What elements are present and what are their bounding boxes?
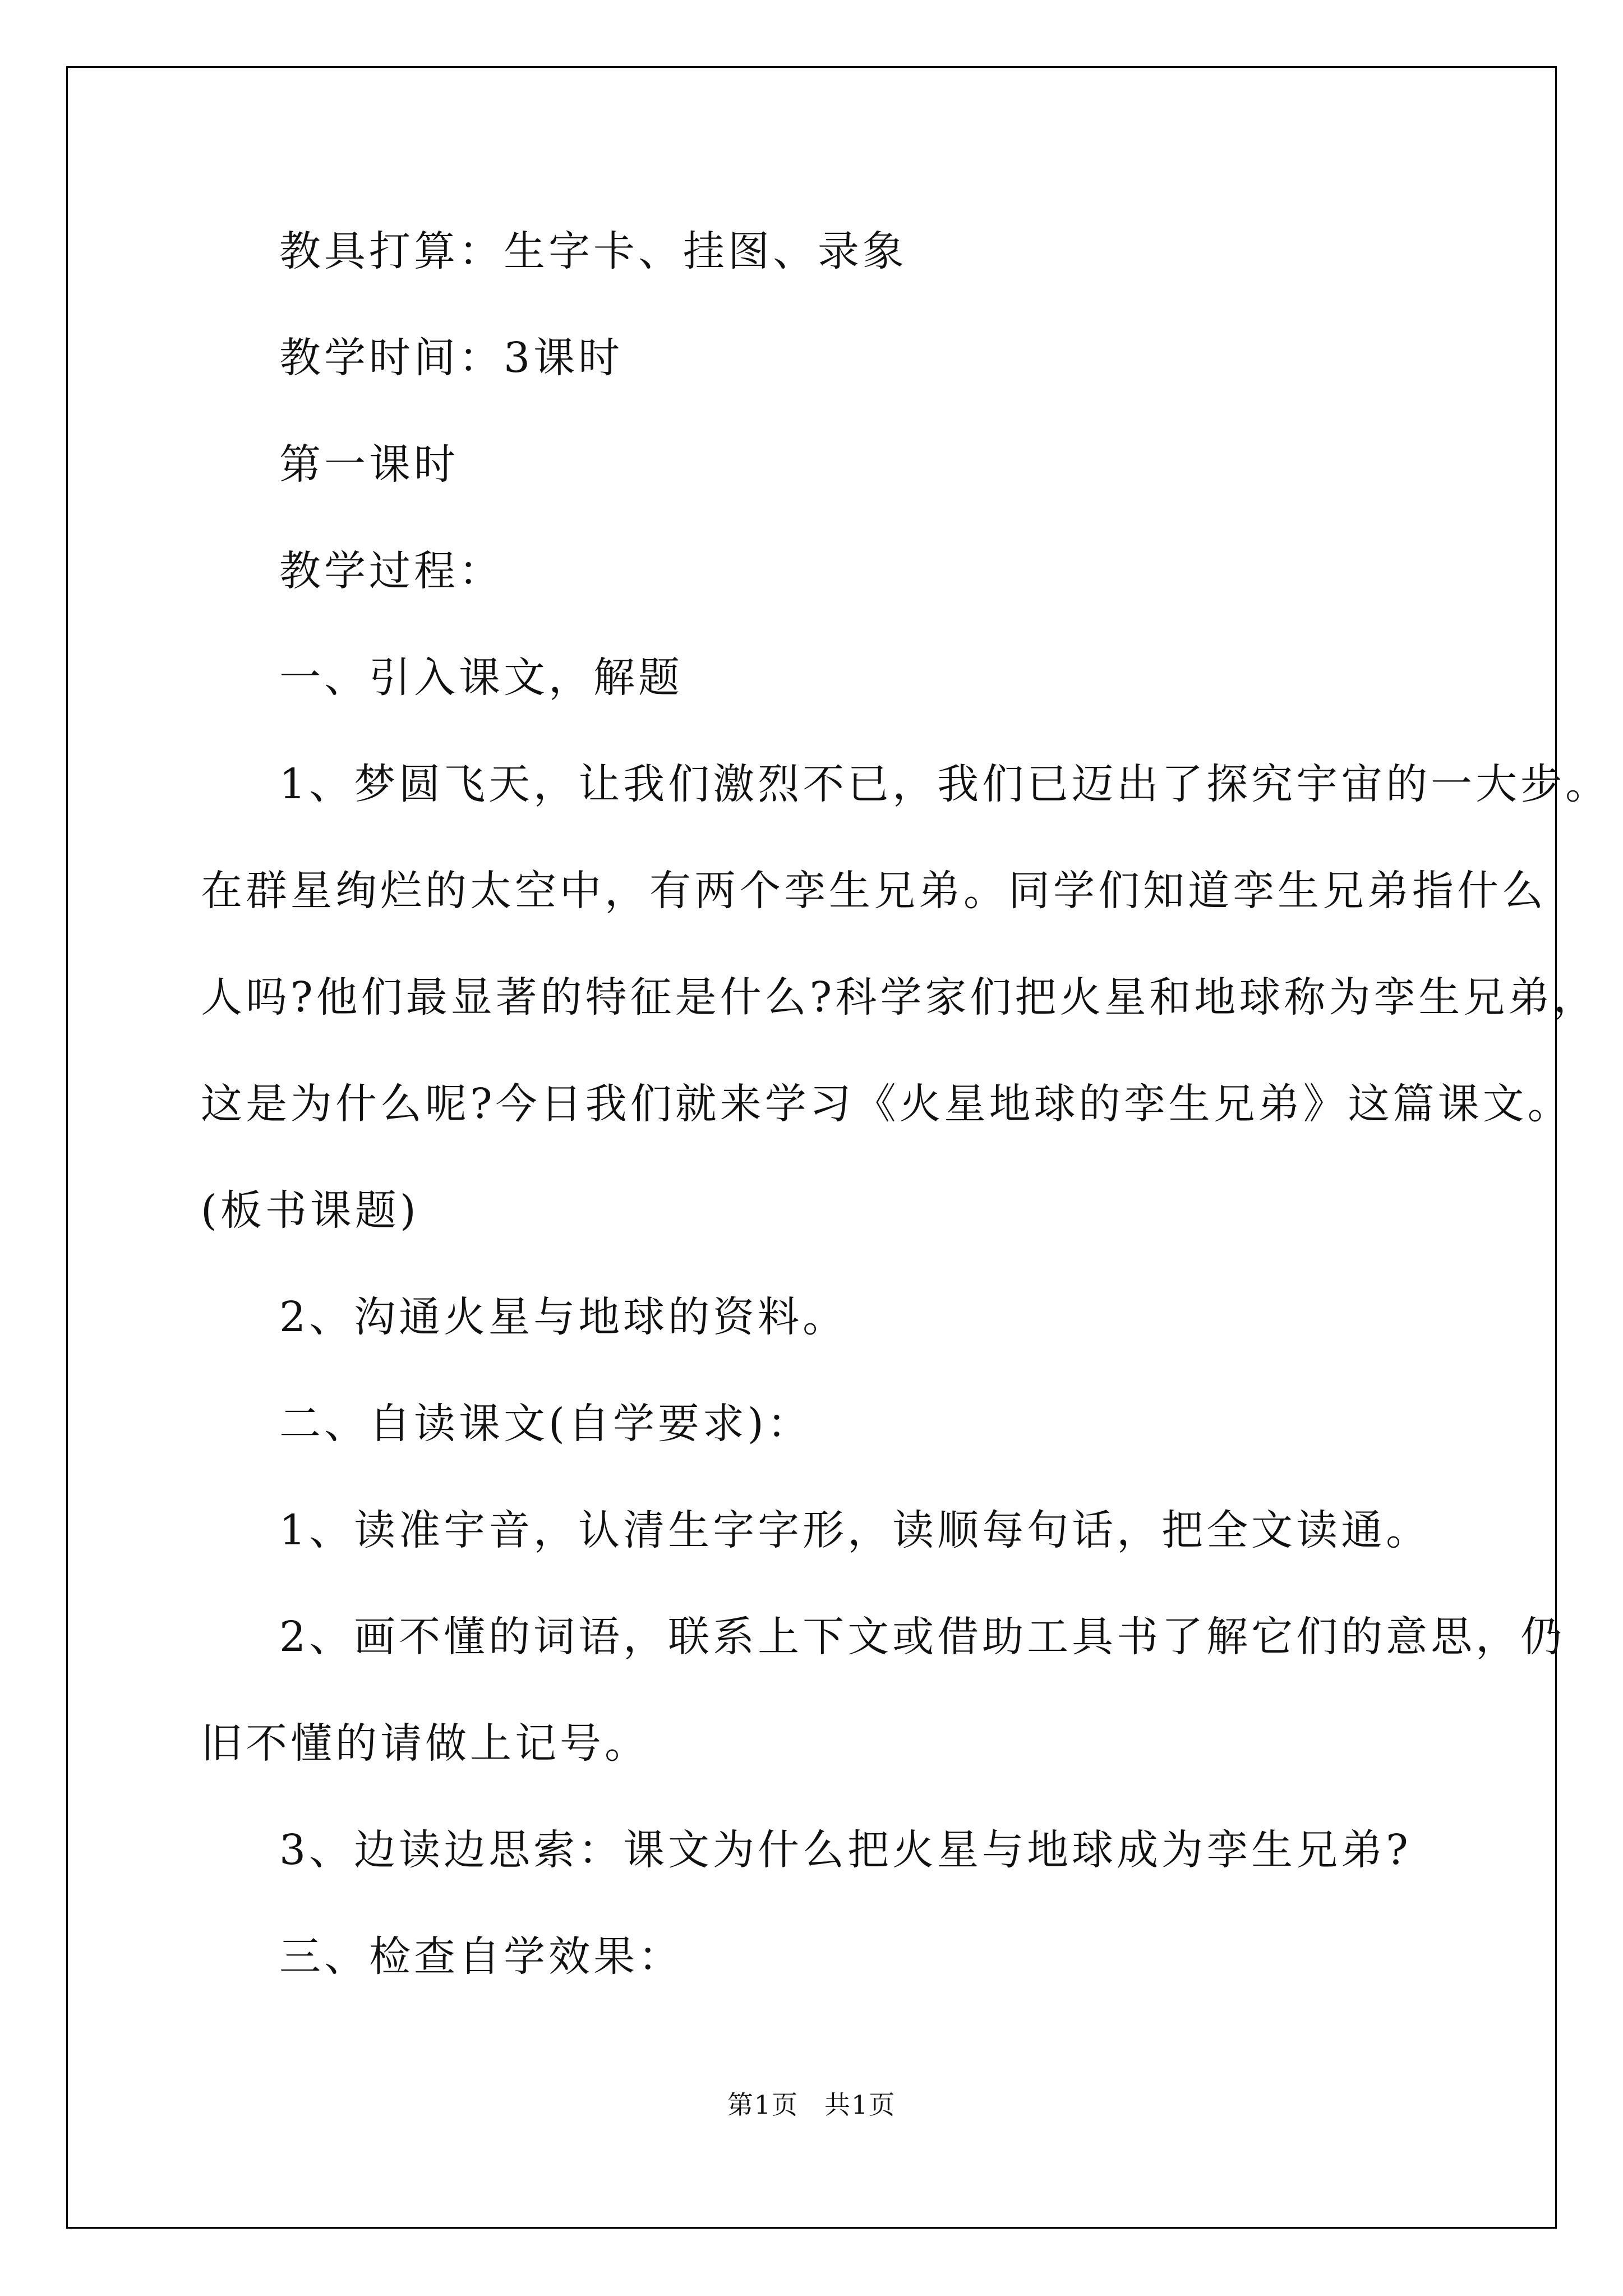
text-line: (板书课题) xyxy=(201,1186,419,1235)
text-line: 教学时间：3课时 xyxy=(279,334,624,382)
page-total: 共1页 xyxy=(824,2090,896,2120)
text-line: 三、检查自学效果： xyxy=(279,1932,683,1981)
text-line: 第一课时 xyxy=(279,440,459,489)
text-line: 3、边读边思索：课文为什么把火星与地球成为孪生兄弟? xyxy=(279,1826,1412,1874)
text-line: 人吗?他们最显著的特征是什么?科学家们把火星和地球称为孪生兄弟， xyxy=(201,973,1598,1022)
text-line: 教具打算：生字卡、挂图、录象 xyxy=(279,227,907,275)
page-footer xyxy=(0,2088,1623,2122)
page-number: 第1页 xyxy=(727,2090,799,2120)
text-line: 旧不懂的请做上记号。 xyxy=(201,1719,649,1768)
page-border xyxy=(66,66,1557,2229)
text-line: 2、沟通火星与地球的资料。 xyxy=(279,1293,848,1341)
text-line: 二、自读课文(自学要求)： xyxy=(279,1400,812,1448)
text-line: 一、引入课文，解题 xyxy=(279,654,683,702)
text-line: 2、画不懂的词语，联系上下文或借助工具书了解它们的意思，仍 xyxy=(279,1613,1566,1661)
text-line: 在群星绚烂的太空中，有两个孪生兄弟。同学们知道孪生兄弟指什么 xyxy=(201,867,1547,915)
text-line: 这是为什么呢?今日我们就来学习《火星地球的孪生兄弟》这篇课文。 xyxy=(201,1080,1573,1128)
text-line: 1、读准宇音，认清生字字形，读顺每句话，把全文读通。 xyxy=(279,1506,1431,1554)
text-line: 教学过程： xyxy=(279,547,504,595)
text-line: 1、梦圆飞天，让我们激烈不已，我们已迈出了探究宇宙的一大步。 xyxy=(279,760,1611,808)
